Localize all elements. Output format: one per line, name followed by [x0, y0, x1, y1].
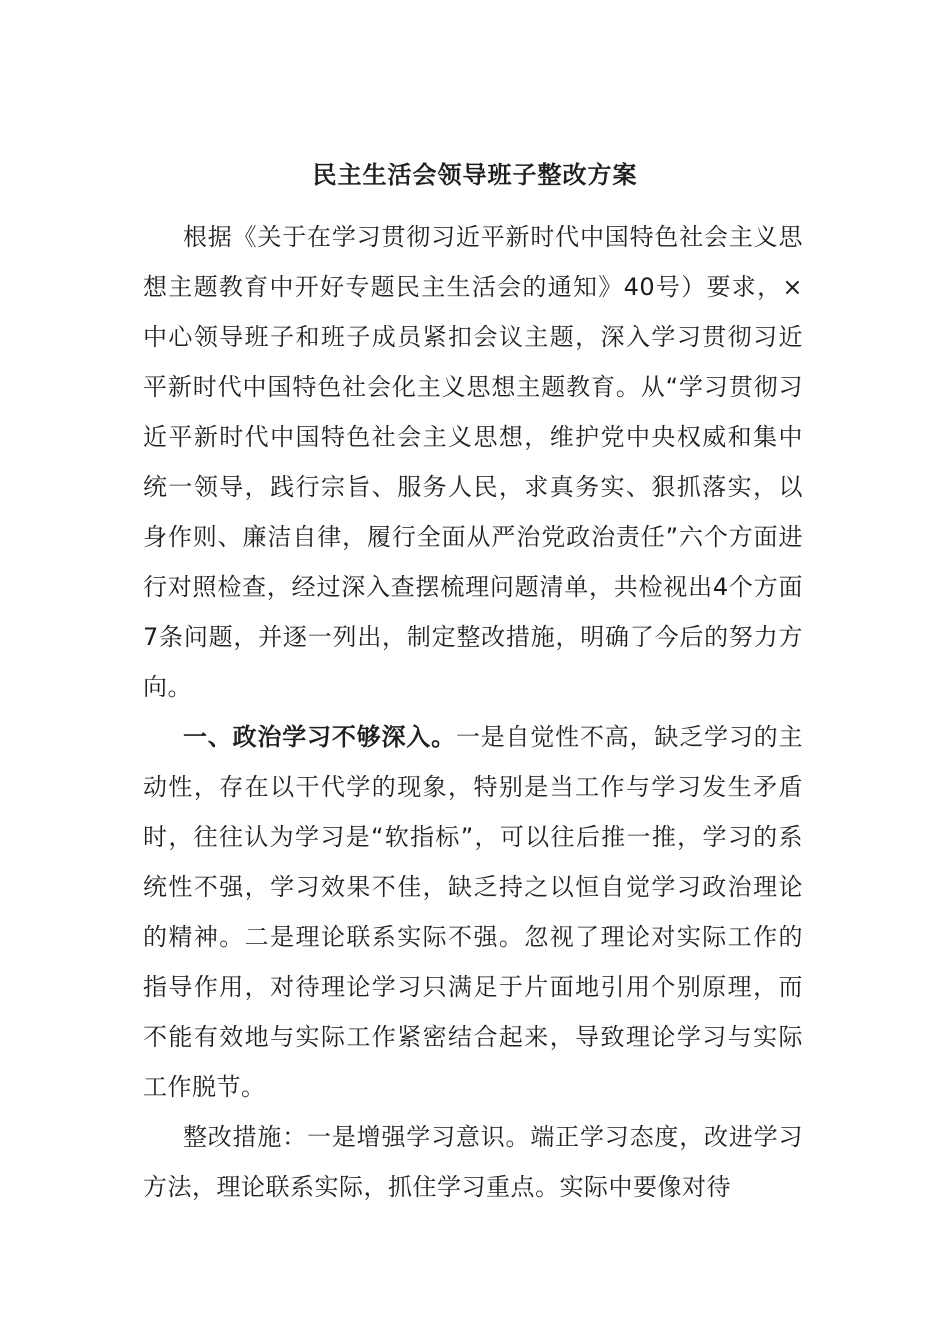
paragraph-intro [143, 212, 803, 712]
document-body [143, 212, 803, 1212]
page-title: 民主生活会领导班子整改方案 [312, 161, 638, 189]
section-heading: 一、政治学习不够深入。 [183, 723, 456, 751]
paragraph-text: 整改措施：一是增强学习意识。端正学习态度，改进学习方法，理论联系实际，抓住学习重点。实际中要像对待 [143, 1123, 803, 1201]
paragraph-measures [143, 1112, 803, 1212]
paragraph-text: 根据《关于在学习贯彻习近平新时代中国特色社会主义思想主题教育中开好专题民主生活会的通知》40号）要求，×中心领导班子和班子成员紧扣会议主题，深入学习贯彻习近平新时代中国特色社会化主义思想主题教育。从“学习贯彻习近平新时代中国特色社会主义思想，维护党中央权威和集中统一领导，践行宗旨、服务人民，求真务实、狠抓落实，以身作则、廉洁自律，履行全面从严治党政治责任”六个方面进行对照检查，经过深入查摆梳理问题清单，共检视出4个方面7条问题，并逐一列出，制定整改措施，明确了今后的努力方向。 [143, 223, 803, 701]
paragraph-section-1 [143, 712, 803, 1112]
paragraph-text: 一是自觉性不高，缺乏学习的主动性，存在以干代学的现象，特别是当工作与学习发生矛盾时，往往认为学习是“软指标”，可以往后推一推，学习的系统性不强，学习效果不佳，缺乏持之以恒自觉学习政治理论的精神。二是理论联系实际不强。忽视了理论对实际工作的指导作用，对待理论学习只满足于片面地引用个别原理，而不能有效地与实际工作紧密结合起来，导致理论学习与实际工作脱节。 [143, 723, 803, 1101]
